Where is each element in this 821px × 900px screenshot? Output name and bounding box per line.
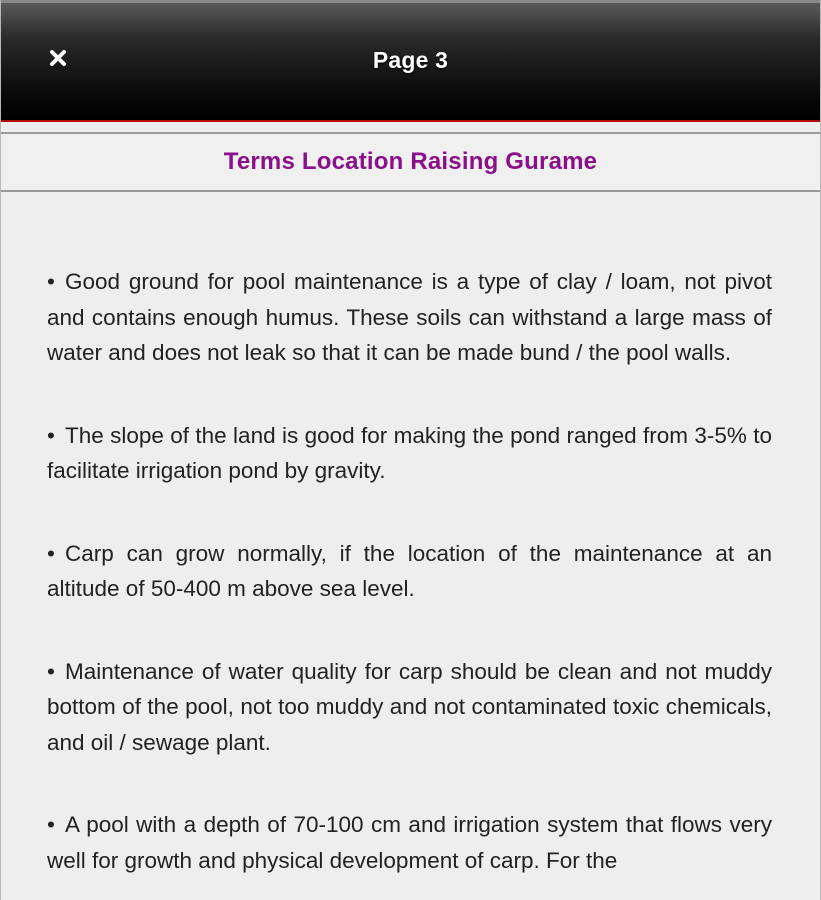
- bullet-icon: •: [47, 422, 55, 448]
- paragraph: • A pool with a depth of 70-100 cm and irrigation system that flows very well for growth and physical development of carp. For the: [47, 807, 772, 878]
- page-title: Page 3: [372, 47, 449, 73]
- section-header: [1, 132, 820, 192]
- top-bar: [1, 0, 820, 120]
- paragraph: • Maintenance of water quality for carp should be clean and not muddy bottom of the pool, not too muddy and not contaminated toxic chemicals, and oil / sewage plant.: [47, 654, 772, 761]
- bullet-icon: •: [47, 269, 55, 294]
- bullet-icon: •: [47, 812, 55, 837]
- bullet-icon: •: [47, 540, 55, 566]
- article-body: [1, 192, 820, 878]
- paragraph: • Good ground for pool maintenance is a type of clay / loam, not pivot and contains enough humus. These soils can withstand a large mass of water and does not leak so that it can be made bund / the pool walls.: [47, 264, 772, 371]
- paragraph: • The slope of the land is good for making the pond ranged from 3-5% to facilitate irrigation pond by gravity.: [47, 418, 772, 489]
- paragraph: • Carp can grow normally, if the location of the maintenance at an altitude of 50-400 m above sea level.: [47, 536, 772, 607]
- header-divider: [1, 120, 820, 122]
- bullet-icon: •: [47, 658, 55, 684]
- section-title: Terms Location Raising Gurame: [223, 148, 598, 175]
